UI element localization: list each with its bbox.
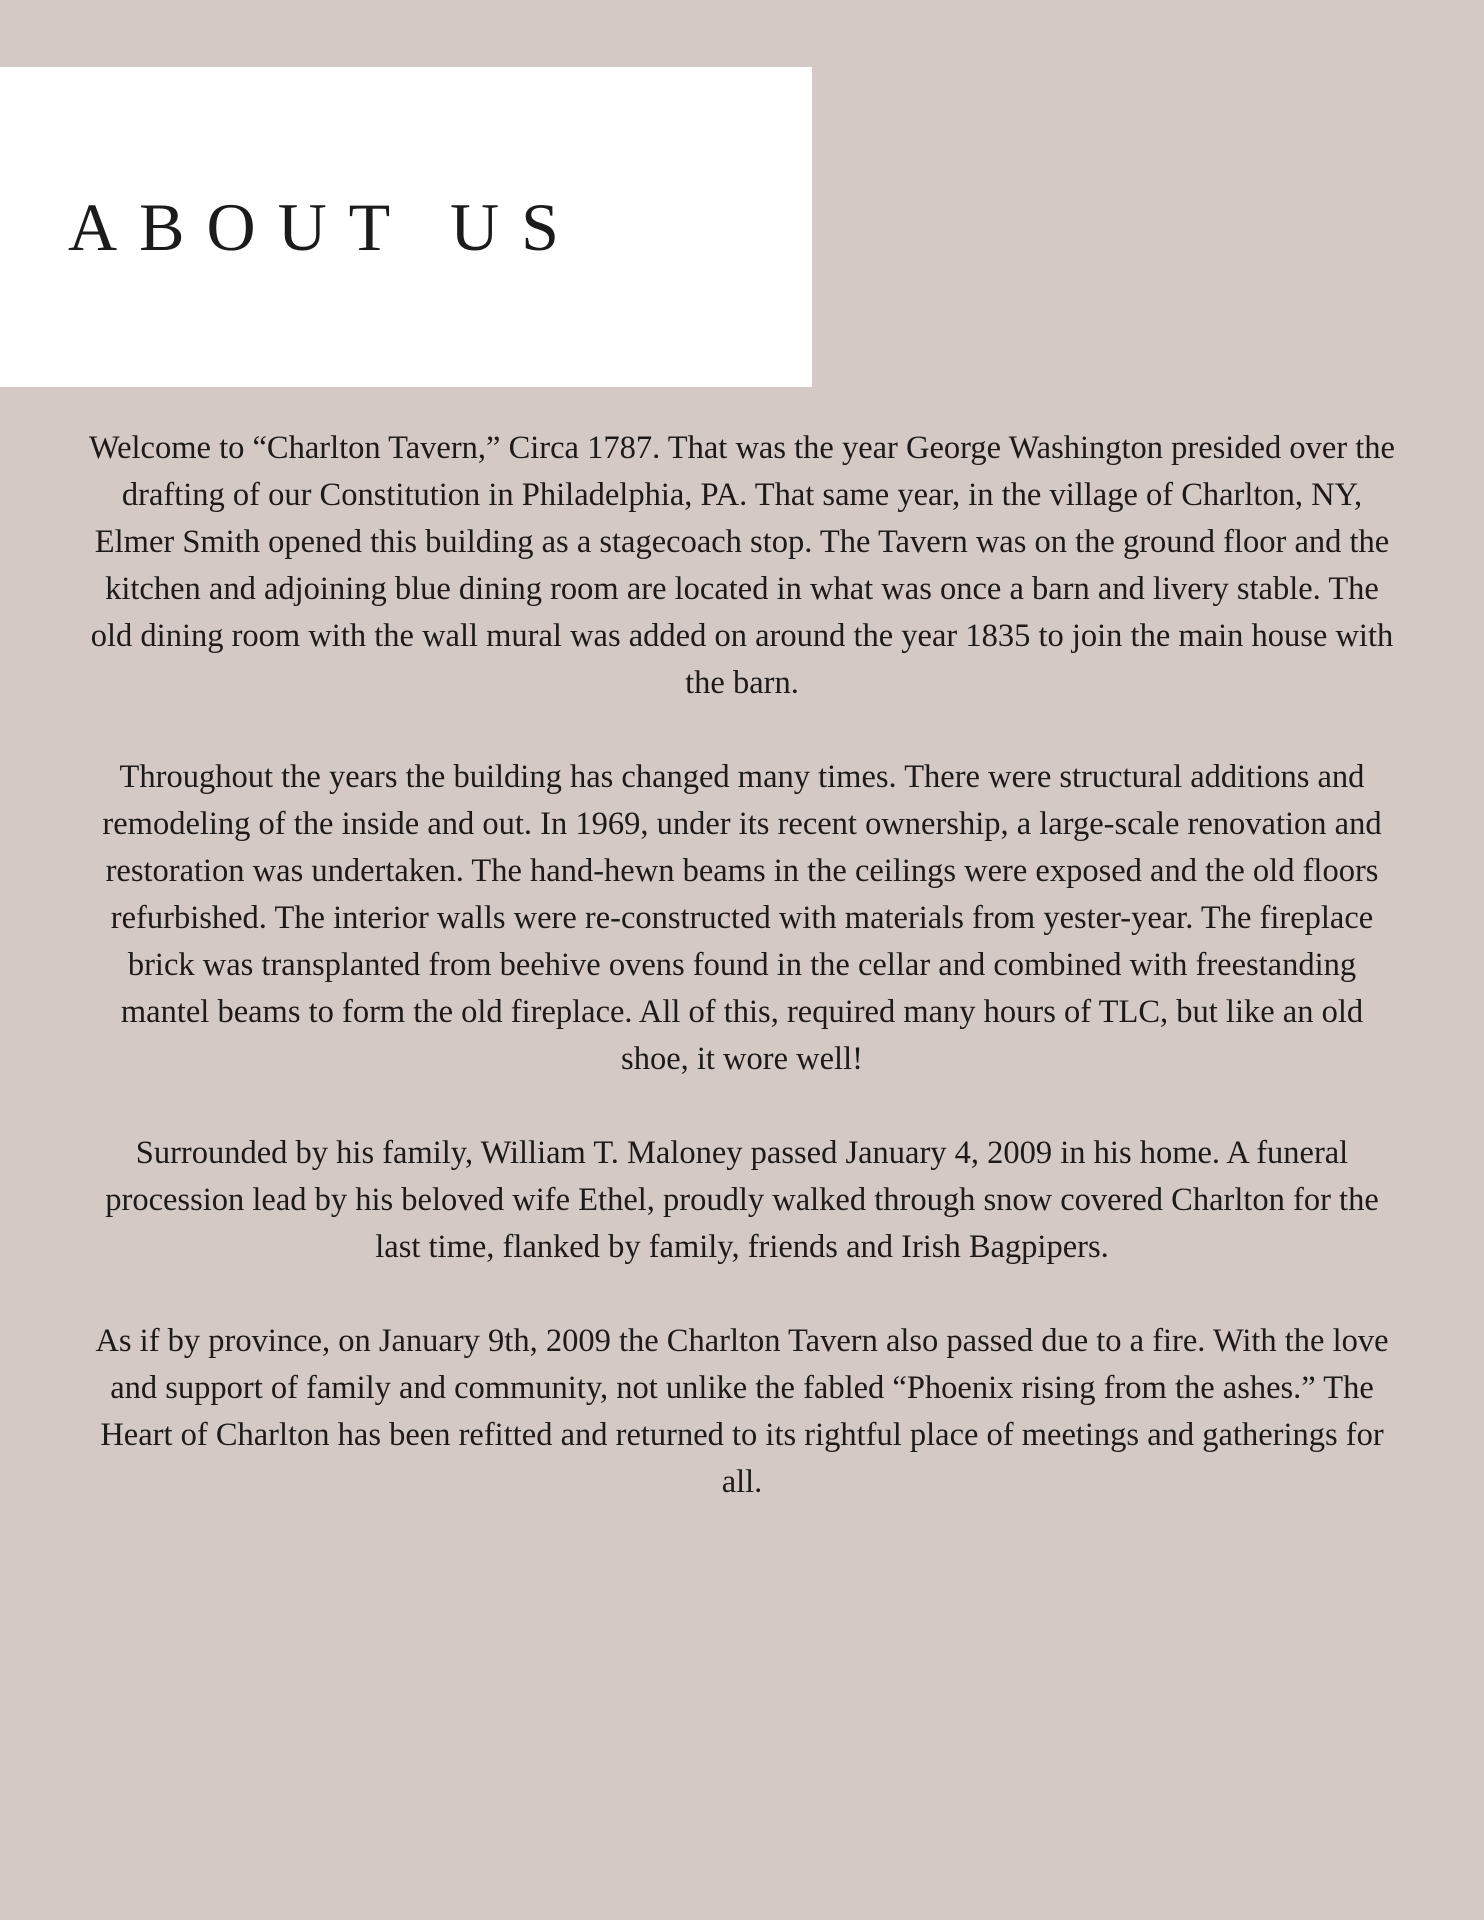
page-title: ABOUT US	[68, 189, 581, 265]
paragraph: Welcome to “Charlton Tavern,” Circa 1787. That was the year George Washington presided over the drafting of our Constitution in Philadelphia, PA. That same year, in the village of Charlton, NY, Elmer Smith opened this building as a stagecoach stop. The Tavern was on the ground floor and the kitchen and adjoining blue dining room are located in what was once a barn and livery stable. The old dining room with the wall mural was added on around the year 1835 to join the main house with the barn.	[89, 430, 1395, 701]
about-us-body	[88, 425, 1396, 1506]
paragraph: As if by province, on January 9th, 2009 the Charlton Tavern also passed due to a fire. With the love and support of family and community, not unlike the fabled “Phoenix rising from the ashes.” The Heart of Charlton has been refitted and returned to its rightful place of meetings and gatherings for all.	[95, 1323, 1389, 1500]
paragraph: Throughout the years the building has changed many times. There were structural additions and remodeling of the inside and out. In 1969, under its recent ownership, a large-scale renovation and restoration was undertaken. The hand-hewn beams in the ceilings were exposed and the old floors refurbished. The interior walls were re-constructed with materials from yester-year. The fireplace brick was transplanted from beehive ovens found in the cellar and combined with freestanding mantel beams to form the old fireplace. All of this, required many hours of TLC, but like an old shoe, it wore well!	[102, 759, 1382, 1077]
paragraph: Surrounded by his family, William T. Maloney passed January 4, 2009 in his home. A funeral procession lead by his beloved wife Ethel, proudly walked through snow covered Charlton for the last time, flanked by family, friends and Irish Bagpipers.	[105, 1135, 1379, 1265]
page-title-panel	[0, 67, 812, 387]
